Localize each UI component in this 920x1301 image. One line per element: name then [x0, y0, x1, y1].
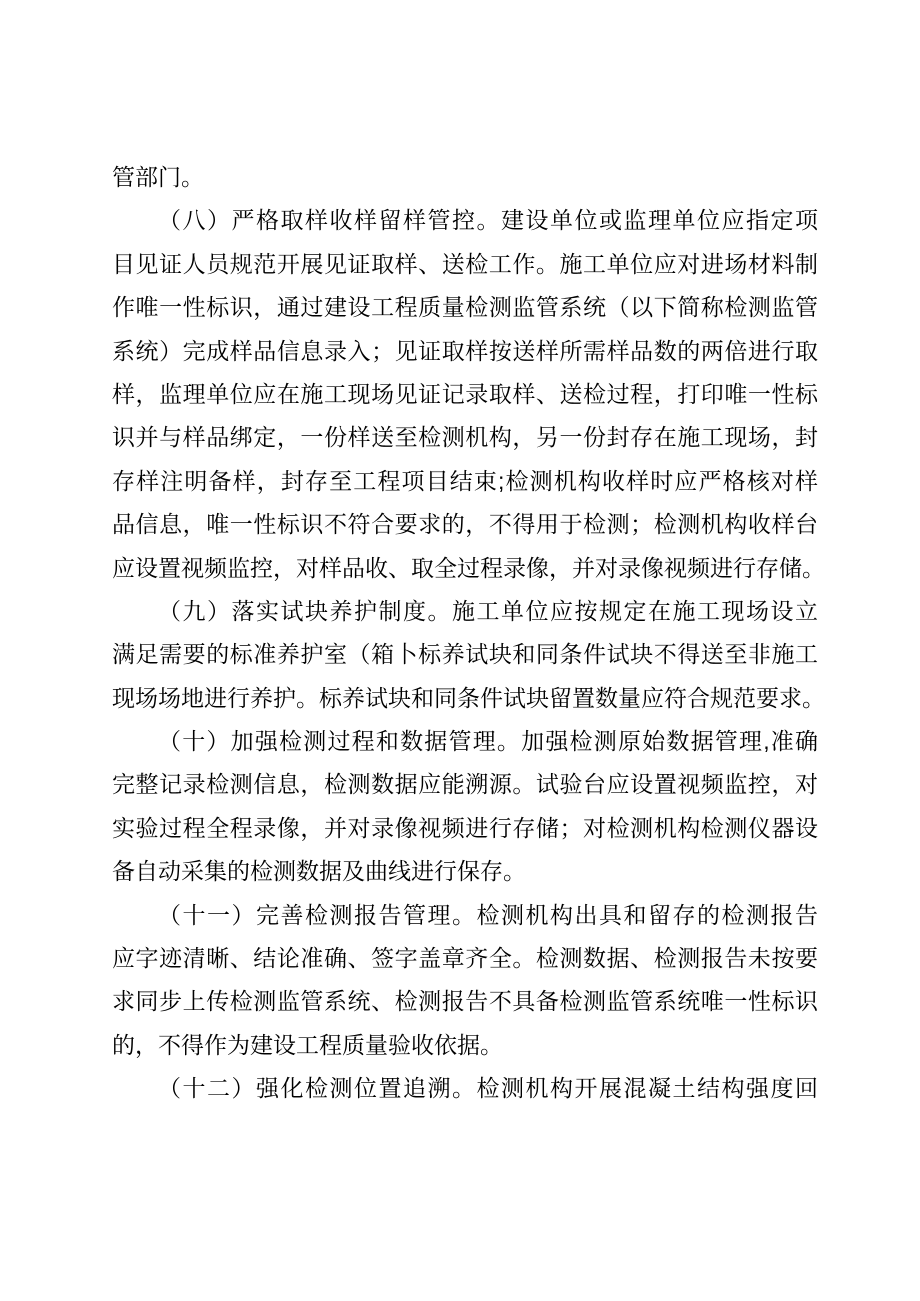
text-line: 求同步上传检测监管系统、检测报告不具备检测监管系统唯一性标识	[112, 988, 818, 1015]
text-line: （九）落实试块养护制度。施工单位应按规定在施工现场设立	[158, 597, 818, 624]
text-line: （十一）完善检测报告管理。检测机构出具和留存的检测报告	[158, 901, 818, 928]
text-line: 系统）完成样品信息录入；见证取样按送样所需样品数的两倍进行取	[112, 337, 818, 364]
text-line: 管部门。	[112, 164, 204, 190]
text-line: 现场场地进行养护。标养试块和同条件试块留置数量应符合规范要求。	[112, 684, 825, 711]
text-line: 目见证人员规范开展见证取样、送检工作。施工单位应对进场材料制	[112, 250, 818, 277]
text-line: 应设置视频监控，对样品收、取全过程录像，并对录像视频进行存储。	[112, 554, 825, 581]
text-line: 识并与样品绑定，一份样送至检测机构，另一份封存在施工现场，封	[112, 424, 818, 451]
text-line: 应字迹清晰、结论准确、签字盖章齐全。检测数据、检测报告未按要	[112, 945, 818, 972]
text-line: 的，不得作为建设工程质量验收依据。	[112, 1031, 503, 1058]
text-line: （八）严格取样收样留样管控。建设单位或监理单位应指定项	[158, 207, 818, 234]
text-line: 满足需要的标准养护室（箱卜标养试块和同条件试块不得送至非施工	[112, 641, 818, 668]
text-line: 实验过程全程录像，并对录像视频进行存储；对检测机构检测仪器设	[112, 814, 818, 841]
text-line: （十）加强检测过程和数据管理。加强检测原始数据管理,准确	[158, 728, 818, 755]
text-line: 品信息，唯一性标识不符合要求的，不得用于检测；检测机构收样台	[112, 511, 818, 538]
text-line: 备自动采集的检测数据及曲线进行保存。	[112, 858, 526, 885]
text-line: （十二）强化检测位置追溯。检测机构开展混凝土结构强度回	[158, 1075, 818, 1102]
text-line: 样，监理单位应在施工现场见证记录取样、送检过程，打印唯一性标	[112, 380, 818, 407]
text-line: 存样注明备样，封存至工程项目结束;检测机构收样时应严格核对样	[112, 467, 818, 494]
text-line: 作唯一性标识，通过建设工程质量检测监管系统（以下简称检测监管	[112, 294, 818, 321]
text-line: 完整记录检测信息，检测数据应能溯源。试验台应设置视频监控，对	[112, 771, 818, 798]
document-text-block	[112, 156, 825, 1111]
